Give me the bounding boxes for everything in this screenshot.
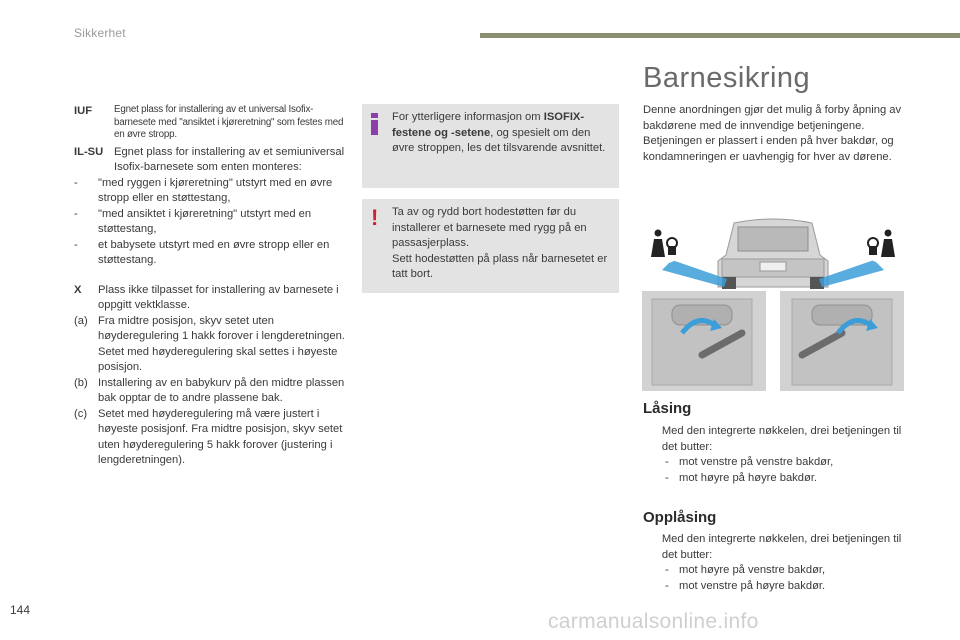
- unlocking-item: mot venstre på høyre bakdør.: [679, 579, 826, 592]
- warning-text-2: Sett hodestøtten på plass når barnesetet er tatt bort.: [392, 252, 608, 280]
- watermark: carmanualsonline.info: [548, 610, 759, 633]
- locking-item: mot venstre på venstre bakdør,: [679, 456, 834, 468]
- door-right-image: [780, 291, 904, 391]
- header-bar: [480, 33, 960, 38]
- note-text: Installering av en babykurv på den midtre plassen bak opptar de to andre plassene bak.: [98, 376, 345, 404]
- bullet-icon: [643, 532, 662, 563]
- intro-paragraph-2: Betjeningen er plassert i enden på hver bakdør, og kondamneringen er uavhengig for hver av dørene.: [643, 135, 894, 163]
- child-lock-illustration: [642, 215, 904, 391]
- ilsu-list: [74, 176, 346, 269]
- page-number: 144: [10, 603, 31, 617]
- iuf-entry: [74, 104, 346, 142]
- warning-box: [362, 199, 619, 293]
- child-lock-icon-right: [862, 223, 902, 263]
- locking-list: [643, 424, 913, 486]
- note-label: (b): [74, 376, 88, 389]
- section-header: Sikkerhet: [74, 26, 126, 40]
- note-text: Setet med høyderegulering må være justert i høyeste posisjonf. Fra midtre posisjon, skyv setet uten høyderegulering 5 hakk forover (justering i lengderetningen).: [98, 407, 343, 466]
- info-text-pre: For ytterligere informasjon om: [392, 111, 544, 123]
- page-title: Barnesikring: [643, 62, 811, 94]
- x-code: X: [74, 283, 82, 296]
- dash: -: [665, 579, 669, 592]
- warning-icon: !: [371, 205, 379, 230]
- ilsu-item: - "med ansiktet i kjøreretning" utstyrt med en støttestang,: [74, 207, 346, 238]
- intro-text: [643, 103, 913, 165]
- unlocking-bullet: Med den integrerte nøkkelen, drei betjeningen til det butter:: [661, 533, 902, 561]
- ilsu-code: IL-SU: [74, 145, 104, 158]
- ilsu-text: Egnet plass for installering av et semiuniversal Isofix-barnesete som enten monteres:: [114, 145, 345, 173]
- iuf-text: Egnet plass for installering av et universal Isofix-barnesete med "ansiktet i kjøreretning" som festes med en øvre stropp.: [114, 104, 344, 140]
- bullet-icon: [643, 424, 662, 455]
- x-entry: [74, 283, 346, 314]
- left-column: [74, 104, 346, 469]
- info-box: [362, 104, 619, 188]
- ilsu-item: - et babysete utstyrt med en øvre stropp eller en støttestang.: [74, 238, 346, 269]
- locking-item: mot høyre på høyre bakdør.: [679, 471, 818, 484]
- dash: -: [665, 564, 669, 576]
- note-a: [74, 314, 346, 376]
- locking-title: Låsing: [643, 400, 692, 417]
- info-text-post: , og spesielt om den øvre stroppen, les det tilsvarende avsnittet.: [392, 126, 606, 154]
- intro-paragraph-1: Denne anordningen gjør det mulig å forby åpning av bakdørene med de innvendige betjeningene.: [643, 104, 902, 132]
- note-b: [74, 376, 346, 407]
- info-text-bold: ISOFIX-festene og -setene: [392, 111, 585, 139]
- dash: -: [665, 471, 669, 484]
- note-label: (c): [74, 407, 88, 420]
- x-text: Plass ikke tilpasset for installering av barnesete i oppgitt vektklasse.: [98, 283, 339, 311]
- door-left-image: [642, 291, 766, 391]
- note-c: [74, 407, 346, 469]
- dash: -: [665, 456, 669, 468]
- child-lock-icon-left: [644, 223, 684, 263]
- unlocking-list: [643, 532, 913, 594]
- note-text: Fra midtre posisjon, skyv setet uten høyderegulering 1 hakk forover i lengderetningen. Setet med høyderegulering skal settes i høyeste posisjon.: [98, 314, 345, 373]
- unlocking-title: Opplåsing: [643, 509, 717, 526]
- note-label: (a): [74, 314, 88, 327]
- car-rear-image: [718, 219, 828, 289]
- locking-bullet: Med den integrerte nøkkelen, drei betjeningen til det butter:: [661, 425, 902, 453]
- info-icon: [371, 113, 378, 133]
- ilsu-entry: [74, 145, 346, 176]
- unlocking-item: mot høyre på venstre bakdør,: [679, 564, 826, 576]
- warning-text-1: Ta av og rydd bort hodestøtten før du installerer et barnesete med rygg på en passasjerplass.: [392, 206, 587, 249]
- ilsu-item: - "med ryggen i kjøreretning" utstyrt med en øvre stropp eller en støttestang,: [74, 176, 346, 207]
- iuf-code: IUF: [74, 105, 93, 117]
